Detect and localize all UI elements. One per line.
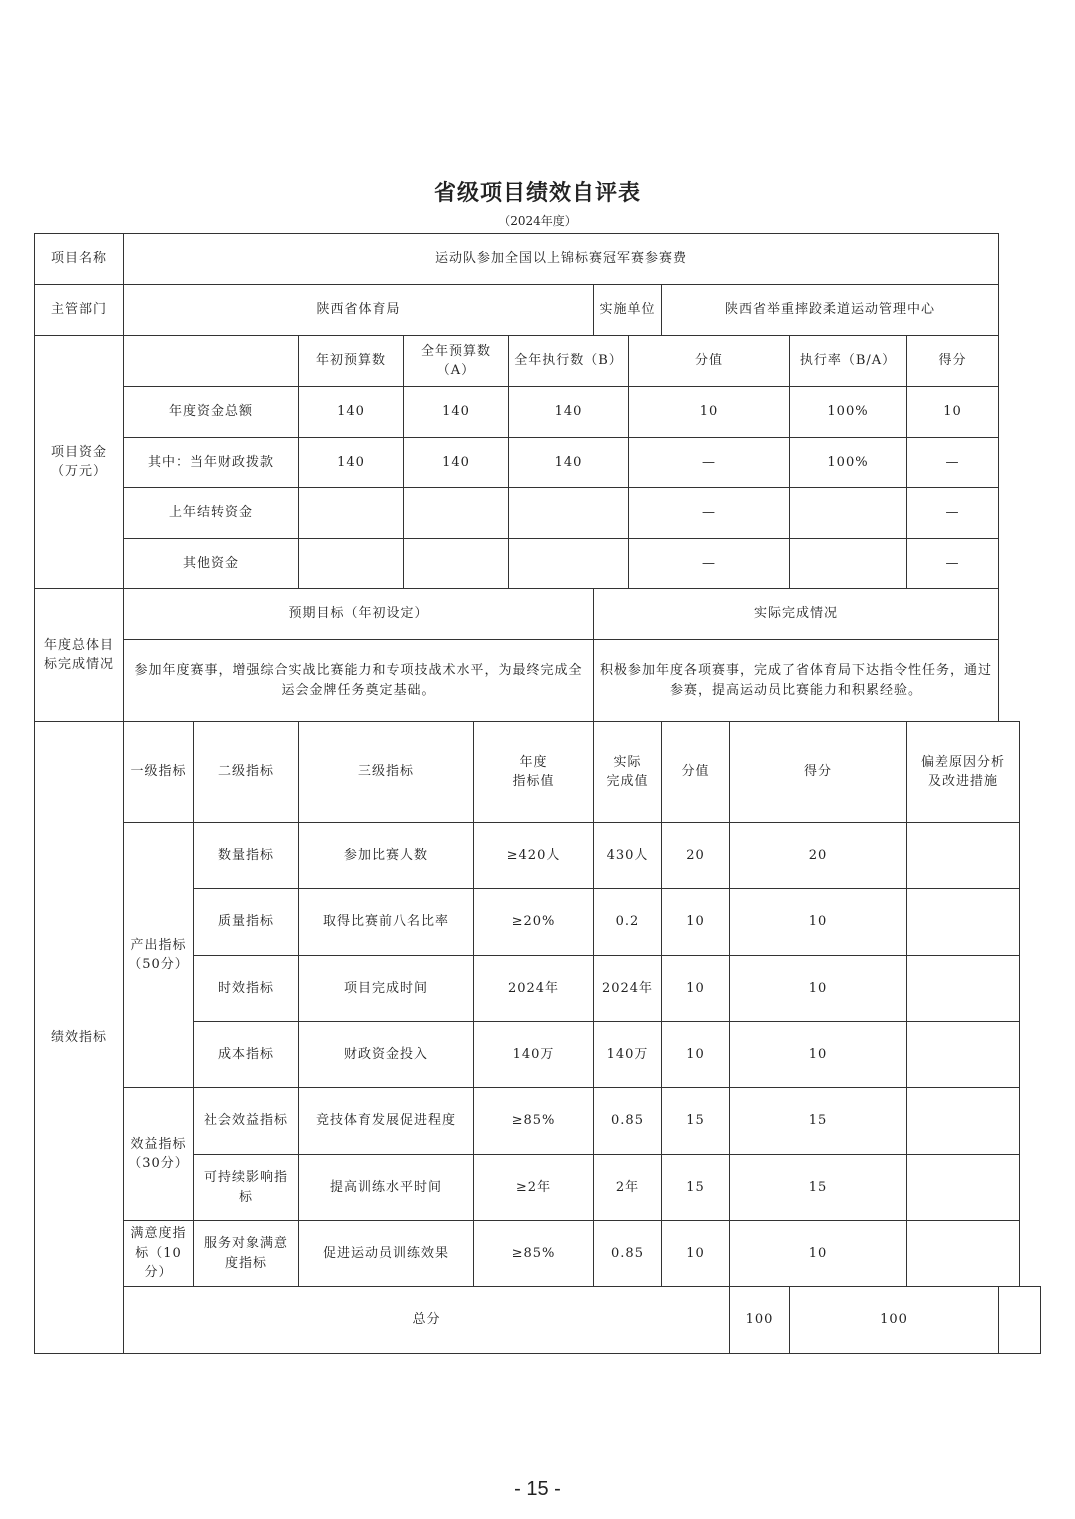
funds-executed: [509, 488, 629, 539]
page-number: - 15 -: [514, 1478, 561, 1500]
funds-row-label: 年度资金总额: [124, 387, 299, 438]
indicator-target: 2024年: [474, 956, 594, 1022]
header-level1: 一级指标: [124, 722, 194, 823]
indicator-row: [35, 823, 1041, 889]
impl-value: 陕西省举重摔跤柔道运动管理中心: [662, 285, 999, 336]
funds-executed: [509, 539, 629, 589]
funds-initial: 140: [299, 387, 404, 438]
project-name-label: 项目名称: [35, 234, 124, 285]
goals-actual-text: 积极参加年度各项赛事，完成了省体育局下达指令性任务，通过参赛，提高运动员比赛能力和积累经验。: [594, 640, 999, 722]
indicator-score-value: 10: [662, 889, 730, 956]
funds-row-label: 其他资金: [124, 539, 299, 589]
funds-initial: [299, 488, 404, 539]
indicator-deviation: [907, 1022, 1020, 1088]
funds-executed: 140: [509, 387, 629, 438]
indicator-deviation: [907, 1155, 1020, 1221]
indicator-score-value: 15: [662, 1155, 730, 1221]
indicator-target: ≥20%: [474, 889, 594, 956]
header-actual: 实际 完成值: [594, 722, 662, 823]
funds-label: 项目资金（万元）: [35, 336, 124, 589]
funds-header-score-value: 分值: [629, 336, 790, 387]
funds-row-label: 上年结转资金: [124, 488, 299, 539]
indicator-level2: 社会效益指标: [194, 1088, 299, 1155]
funds-rate: [790, 539, 907, 589]
total-label: 总分: [124, 1287, 730, 1354]
page-title: 省级项目绩效自评表: [433, 180, 641, 206]
indicator-level3: 促进运动员训练效果: [299, 1221, 474, 1287]
indicator-deviation: [907, 1221, 1020, 1287]
funds-row: [35, 488, 1041, 539]
funds-executed: 140: [509, 438, 629, 488]
indicator-score: 10: [730, 956, 907, 1022]
indicator-level2: 时效指标: [194, 956, 299, 1022]
department-row: [35, 285, 1041, 336]
indicators-label: 绩效指标: [35, 722, 124, 1354]
project-name-value: 运动队参加全国以上锦标赛冠军赛参赛费: [124, 234, 999, 285]
indicator-level2: 数量指标: [194, 823, 299, 889]
indicator-level2: 可持续影响指标: [194, 1155, 299, 1221]
funds-budget: [404, 488, 509, 539]
funds-budget: 140: [404, 438, 509, 488]
indicator-level2: 服务对象满意度指标: [194, 1221, 299, 1287]
indicator-score: 15: [730, 1088, 907, 1155]
funds-score-value: —: [629, 438, 790, 488]
indicators-header-row: [35, 722, 1041, 823]
indicator-actual: 0.2: [594, 889, 662, 956]
indicator-score-value: 10: [662, 1221, 730, 1287]
indicator-score-value: 20: [662, 823, 730, 889]
indicator-deviation: [907, 1088, 1020, 1155]
indicator-deviation: [907, 956, 1020, 1022]
total-score: 100: [790, 1287, 999, 1354]
funds-score-value: —: [629, 539, 790, 589]
header-score-value: 分值: [662, 722, 730, 823]
goals-label: 年度总体目标完成情况: [35, 589, 124, 722]
indicator-level3: 项目完成时间: [299, 956, 474, 1022]
funds-header-executed: 全年执行数（B）: [509, 336, 629, 387]
indicator-level2: 质量指标: [194, 889, 299, 956]
indicator-deviation: [907, 889, 1020, 956]
project-name-row: [35, 234, 1041, 285]
indicator-actual: 0.85: [594, 1088, 662, 1155]
indicator-row: [35, 1221, 1041, 1287]
funds-budget: 140: [404, 387, 509, 438]
funds-score: 10: [907, 387, 999, 438]
header-deviation: 偏差原因分析 及改进措施: [907, 722, 1020, 823]
header-level2: 二级指标: [194, 722, 299, 823]
indicator-actual: 2年: [594, 1155, 662, 1221]
goals-content-row: [35, 640, 1041, 722]
funds-row: [35, 387, 1041, 438]
indicator-level3: 竞技体育发展促进程度: [299, 1088, 474, 1155]
indicator-score: 15: [730, 1155, 907, 1221]
indicator-score: 10: [730, 1221, 907, 1287]
header-level3: 三级指标: [299, 722, 474, 823]
total-score-value: 100: [730, 1287, 790, 1354]
indicator-score: 10: [730, 889, 907, 956]
indicator-level2: 成本指标: [194, 1022, 299, 1088]
funds-score-value: —: [629, 488, 790, 539]
indicator-actual: 430人: [594, 823, 662, 889]
funds-row: [35, 539, 1041, 589]
indicator-deviation: [907, 823, 1020, 889]
indicator-target: ≥85%: [474, 1088, 594, 1155]
self-evaluation-table: [34, 233, 1041, 1354]
indicator-target: 140万: [474, 1022, 594, 1088]
funds-header-rate: 执行率（B/A）: [790, 336, 907, 387]
indicator-score-value: 15: [662, 1088, 730, 1155]
indicator-actual: 0.85: [594, 1221, 662, 1287]
funds-rate: 100%: [790, 438, 907, 488]
indicator-score-value: 10: [662, 1022, 730, 1088]
indicator-level3: 取得比赛前八名比率: [299, 889, 474, 956]
dept-label: 主管部门: [35, 285, 124, 336]
funds-score: —: [907, 488, 999, 539]
indicator-score: 20: [730, 823, 907, 889]
indicator-level3: 财政资金投入: [299, 1022, 474, 1088]
funds-score: —: [907, 438, 999, 488]
funds-header-initial: 年初预算数: [299, 336, 404, 387]
funds-header-row: [35, 336, 1041, 387]
dept-value: 陕西省体育局: [124, 285, 594, 336]
goals-header-row: [35, 589, 1041, 640]
funds-rate: 100%: [790, 387, 907, 438]
goals-expected-header: 预期目标（年初设定）: [124, 589, 594, 640]
indicator-row: [35, 1088, 1041, 1155]
header-score: 得分: [730, 722, 907, 823]
indicator-score: 10: [730, 1022, 907, 1088]
indicator-target: ≥420人: [474, 823, 594, 889]
funds-rate: [790, 488, 907, 539]
indicator-target: ≥85%: [474, 1221, 594, 1287]
impl-label: 实施单位: [594, 285, 662, 336]
goals-actual-header: 实际完成情况: [594, 589, 999, 640]
group-satisfaction: 满意度指标（10分）: [124, 1221, 194, 1287]
indicator-level3: 提高训练水平时间: [299, 1155, 474, 1221]
funds-score: —: [907, 539, 999, 589]
indicator-score-value: 10: [662, 956, 730, 1022]
group-output: 产出指标（50分）: [124, 823, 194, 1088]
total-deviation: [999, 1287, 1041, 1354]
funds-row-label: 其中：当年财政拨款: [124, 438, 299, 488]
indicator-target: ≥2年: [474, 1155, 594, 1221]
funds-header-blank: [124, 336, 299, 387]
total-row: [35, 1287, 1041, 1354]
funds-row: [35, 438, 1041, 488]
header-target: 年度 指标值: [474, 722, 594, 823]
funds-initial: [299, 539, 404, 589]
funds-header-budget: 全年预算数（A）: [404, 336, 509, 387]
group-benefit: 效益指标（30分）: [124, 1088, 194, 1221]
report-year: （2024年度）: [498, 214, 577, 228]
goals-expected-text: 参加年度赛事，增强综合实战比赛能力和专项技战术水平，为最终完成全运会金牌任务奠定基础。: [124, 640, 594, 722]
indicator-level3: 参加比赛人数: [299, 823, 474, 889]
funds-initial: 140: [299, 438, 404, 488]
indicator-actual: 140万: [594, 1022, 662, 1088]
funds-header-score: 得分: [907, 336, 999, 387]
indicator-actual: 2024年: [594, 956, 662, 1022]
funds-score-value: 10: [629, 387, 790, 438]
funds-budget: [404, 539, 509, 589]
